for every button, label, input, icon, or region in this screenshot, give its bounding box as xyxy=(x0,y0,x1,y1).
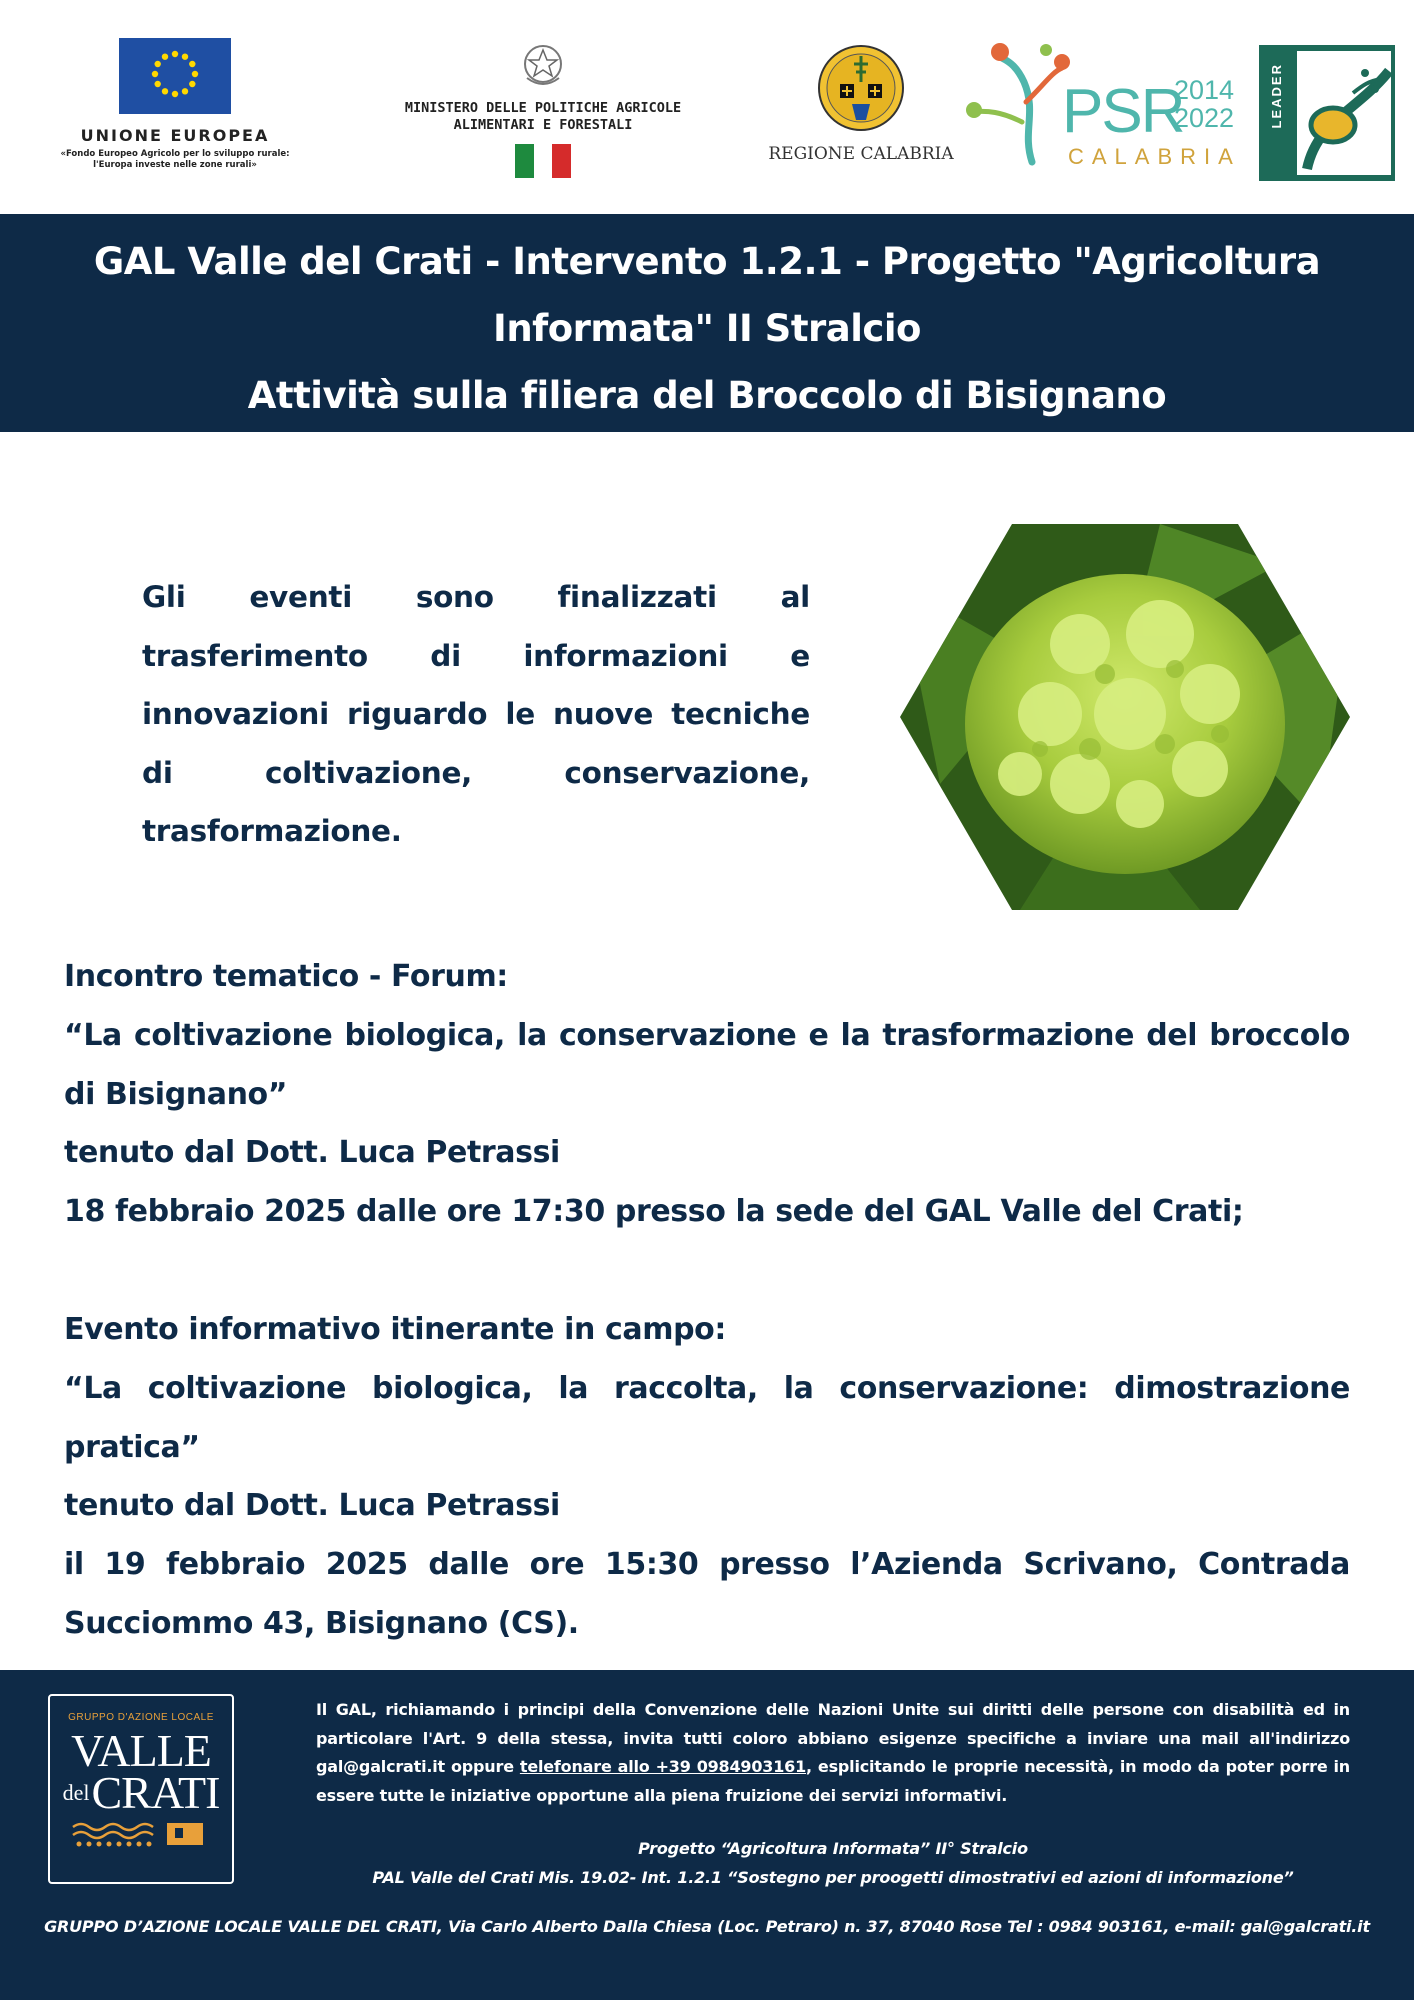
eu-logo xyxy=(10,38,340,171)
footer xyxy=(0,1670,1414,2000)
intro-text: Gli eventi sono finalizzati al trasferimento di informazioni e innovazioni riguardo le nuove tecniche di coltivazione, conservazione, trasformazione. xyxy=(142,580,810,848)
eu-subtitle-line2: l'Europa investe nelle zone rurali» xyxy=(93,160,257,170)
calabria-shield-icon xyxy=(816,40,906,136)
event-1 xyxy=(64,948,1350,1242)
leader-word: LEADER xyxy=(1269,63,1284,129)
psr-calabria-logo xyxy=(962,32,1252,172)
disclaimer-text-1: Il GAL, richiamando i principi della Convenzione delle Nazioni Unite sui diritti delle persone con disabilità ed in particolare l'Art. 9 della stessa, invita tutti coloro abbiano esigenze specifiche a inviare una mail all'indirizzo gal@galcrati.it oppure xyxy=(316,1700,1350,1776)
psr-year-start: 2014 xyxy=(1174,75,1235,105)
gal-waves-icon xyxy=(71,1819,211,1849)
leader-emblem-icon xyxy=(1297,51,1391,175)
broccoli-hexagon-image xyxy=(900,524,1350,910)
event-2-title: “La coltivazione biologica, la raccolta, la conservazione: dimostrazione pratica” xyxy=(64,1370,1350,1465)
gal-address: GRUPPO D’AZIONE LOCALE VALLE DEL CRATI, Via Carlo Alberto Dalla Chiesa (Loc. Petraro) n. 37, 87040 Rose Tel : 0984 903161, e-mail: gal@galcrati.it xyxy=(44,1917,1370,1936)
regione-calabria-logo xyxy=(756,40,966,164)
project-line2: PAL Valle del Crati Mis. 19.02- Int. 1.2.1 “Sostegno per proogetti dimostrativi ed azioni di informazione” xyxy=(372,1868,1294,1887)
banner-title-line1: GAL Valle del Crati - Intervento 1.2.1 - Progetto "Agricoltura xyxy=(93,240,1321,283)
banner-title-line2: Informata" II Stralcio xyxy=(493,307,921,350)
eu-subtitle-line1: «Fondo Europeo Agricolo per lo sviluppo rurale: xyxy=(60,149,290,159)
region-title: REGIONE CALABRIA xyxy=(768,144,954,164)
psr-brand: PSR xyxy=(1062,77,1184,146)
gal-logo-del: del xyxy=(62,1780,90,1805)
gal-valle-del-crati-logo xyxy=(48,1694,234,1884)
event-1-speaker: tenuto dal Dott. Luca Petrassi xyxy=(64,1135,560,1171)
republic-emblem-icon xyxy=(519,38,567,92)
phone-link[interactable]: telefonare allo +39 0984903161 xyxy=(519,1757,807,1776)
ministry-title-line1: MINISTERO DELLE POLITICHE AGRICOLE xyxy=(404,100,682,116)
psr-plant-icon xyxy=(962,32,1072,172)
event-1-type: Incontro tematico - Forum: xyxy=(64,959,508,994)
gal-logo-crati: CRATI xyxy=(91,1767,220,1818)
leader-logo xyxy=(1259,45,1395,181)
project-line1: Progetto “Agricoltura Informata” II° Stralcio xyxy=(638,1839,1028,1858)
banner-title-line3: Attività sulla filiera del Broccolo di Bisignano xyxy=(247,374,1167,417)
italian-flag-icon xyxy=(515,144,571,178)
eu-title: UNIONE EUROPEA xyxy=(80,126,270,145)
logo-bar xyxy=(0,0,1414,214)
eu-flag-icon xyxy=(119,38,231,114)
ministry-title-line2: ALIMENTARI E FORESTALI xyxy=(453,117,633,133)
event-2-type: Evento informativo itinerante in campo: xyxy=(64,1312,726,1347)
psr-years xyxy=(1174,76,1234,132)
project-info xyxy=(316,1834,1350,1892)
event-1-title: “La coltivazione biologica, la conservazione e la trasformazione del broccolo di Bisignano” xyxy=(64,1017,1350,1112)
event-2-speaker: tenuto dal Dott. Luca Petrassi xyxy=(64,1488,560,1524)
event-1-when-where: 18 febbraio 2025 dalle ore 17:30 presso la sede del GAL Valle del Crati; xyxy=(64,1194,1244,1230)
psr-year-end: 2022 xyxy=(1174,103,1235,133)
gal-logo-small-text: GRUPPO D'AZIONE LOCALE xyxy=(68,1712,214,1723)
event-2-when-where: il 19 febbraio 2025 dalle ore 15:30 presso l’Azienda Scrivano, Contrada Succiommo 43, Bisignano (CS). xyxy=(64,1547,1350,1641)
event-2 xyxy=(64,1301,1350,1654)
ministry-logo xyxy=(348,38,738,178)
psr-region: CALABRIA xyxy=(1068,144,1241,169)
disclaimer-text-2: , esplicitando le proprie necessità, in modo da poter porre in essere tutte le iniziative opportune alla piena fruizione dei servizi informativi. xyxy=(316,1757,1350,1805)
accessibility-disclaimer xyxy=(316,1696,1350,1810)
gal-logo-valle: VALLE xyxy=(71,1725,211,1776)
title-banner xyxy=(0,214,1414,432)
